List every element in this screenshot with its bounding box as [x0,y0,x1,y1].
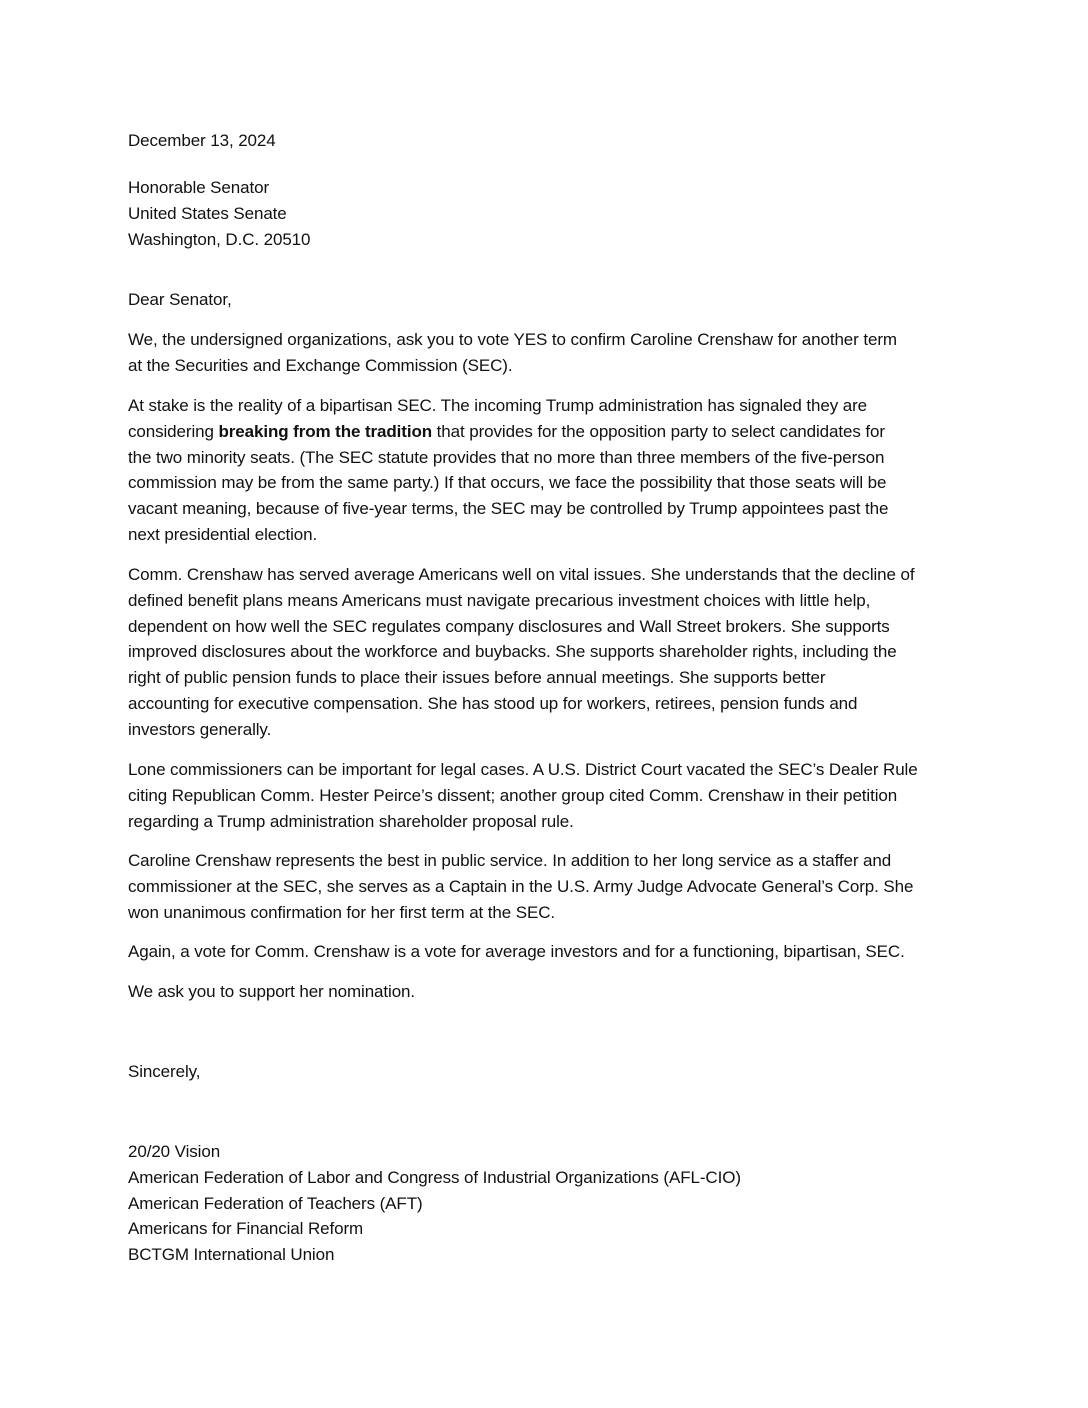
paragraph-5: Caroline Crenshaw represents the best in public service. In addition to her long service as a staffer and commissioner at the SEC, she serves as a Captain in the U.S. Army Judge Advocate General’s Corp. She won unanimous confirmation for her first term at the SEC. [128,851,914,922]
address-line: United States Senate [128,203,287,223]
letter-date: December 13, 2024 [128,131,276,150]
paragraph-2: At stake is the reality of a bipartisan SEC. The incoming Trump administration has signaled they are considering breaking from the tradition that provides for the opposition party to select candidates for the two minority seats. (The SEC statute provides that no more than three members of the five-person commission may be from the same party.) If that occurs, we face the possibility that those seats will be vacant meaning, because of five-year terms, the SEC may be controlled by Trump appointees past the next presidential election. [128,396,889,544]
emphasis-text: breaking from the tradition [218,421,433,441]
address-line: Honorable Senator [128,178,270,197]
signatory-list [128,1139,958,1268]
paragraph-4: Lone commissioners can be important for legal cases. A U.S. District Court vacated the SEC’s Dealer Rule citing Republican Comm. Hester Peirce’s dissent; another group cited Comm. Crenshaw in their petition regarding a Trump administration shareholder proposal rule. [128,760,918,831]
paragraph-3: Comm. Crenshaw has served average Americans well on vital issues. She understands that the decline of defined benefit plans means Americans must navigate precarious investment choices with little help, dependent on how well the SEC regulates company disclosures and Wall Street brokers. She supports improved disclosures about the workforce and buybacks. She supports shareholder rights, including the right of public pension funds to place their issues before annual meetings. She supports better accounting for executive compensation. She has stood up for workers, retirees, pension funds and investors generally. [128,565,915,739]
signatory: American Federation of Teachers (AFT) [128,1193,423,1213]
paragraph-7: We ask you to support her nomination. [128,982,416,1001]
recipient-address [128,175,958,252]
salutation: Dear Senator, [128,290,232,309]
paragraph-1: We, the undersigned organizations, ask you to vote YES to confirm Caroline Crenshaw for another term at the Securities and Exchange Commission (SEC). [128,330,897,375]
signatory: 20/20 Vision [128,1142,221,1161]
paragraph-6: Again, a vote for Comm. Crenshaw is a vote for average investors and for a functioning, bipartisan, SEC. [128,942,905,961]
closing: Sincerely, [128,1062,201,1081]
signatory: BCTGM International Union [128,1245,335,1265]
address-line: Washington, D.C. 20510 [128,229,311,249]
signatory: Americans for Financial Reform [128,1219,364,1239]
signatory: American Federation of Labor and Congress of Industrial Organizations (AFL-CIO) [128,1167,741,1187]
